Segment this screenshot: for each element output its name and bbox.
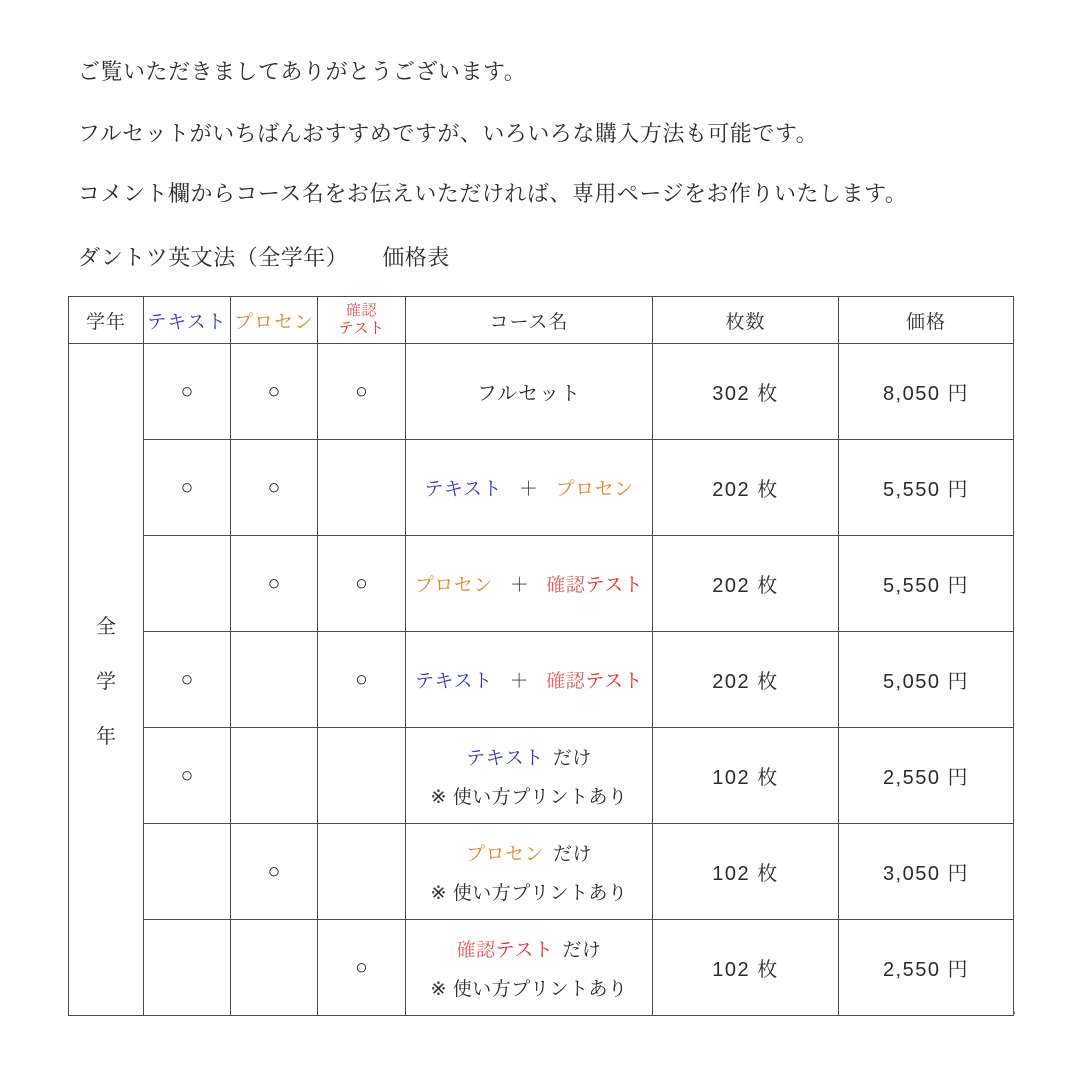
course-part: テスト [585, 671, 643, 692]
course-cell [406, 536, 653, 632]
test-mark-cell: ○ [318, 920, 406, 1016]
table-row [69, 440, 1014, 536]
course-cell [406, 824, 653, 920]
course-part: プロセン [465, 843, 544, 865]
header-course: コース名 [406, 297, 653, 344]
plus-sign: ＋ [509, 575, 530, 596]
prosen-mark-cell: ○ [231, 440, 318, 536]
header-kakunin-test [318, 297, 406, 344]
header-text: テキスト [144, 297, 231, 344]
text-mark-cell: ○ [144, 632, 231, 728]
header-kakunin-line2: テスト [338, 320, 385, 337]
prosen-mark-cell [231, 920, 318, 1016]
course-line1 [406, 839, 652, 866]
text-mark-cell [144, 536, 231, 632]
table-row [69, 728, 1014, 824]
intro-line-3: コメント欄からコース名をお伝えいただければ、専用ページをお作りいたします。 [78, 181, 908, 206]
sheets-cell: 302 枚 [653, 344, 839, 440]
text-mark-cell: ○ [144, 728, 231, 824]
course-cell [406, 344, 653, 440]
text-mark-cell [144, 824, 231, 920]
course-cell [406, 632, 653, 728]
sheets-cell: 102 枚 [653, 728, 839, 824]
course-cell [406, 440, 653, 536]
sheets-cell: 202 枚 [653, 632, 839, 728]
grade-char: 全 [96, 616, 116, 638]
grade-char: 学 [96, 671, 116, 693]
course-part: テキスト [415, 671, 493, 692]
grade-char: 年 [96, 726, 116, 748]
price-table [68, 296, 1014, 1016]
course-note: ※ 使い方プリントあり [430, 786, 628, 808]
test-mark-cell: ○ [318, 632, 406, 728]
price-cell: 2,550 円 [839, 728, 1014, 824]
header-price: 価格 [839, 297, 1014, 344]
sheets-cell: 202 枚 [653, 536, 839, 632]
course-part: 確認 [456, 939, 496, 961]
price-cell: 5,050 円 [839, 632, 1014, 728]
test-mark-cell: ○ [318, 344, 406, 440]
text-mark-cell [144, 920, 231, 1016]
test-mark-cell [318, 728, 406, 824]
grade-vertical-label [69, 610, 143, 749]
header-prosen: プロセン [231, 297, 318, 344]
course-note: ※ 使い方プリントあり [430, 978, 628, 1000]
prosen-mark-cell: ○ [231, 824, 318, 920]
course-name: フルセット [476, 383, 582, 405]
course-part: 確認 [546, 671, 586, 692]
course-suffix: だけ [562, 939, 602, 961]
course-line1 [406, 935, 652, 962]
text-mark-cell: ○ [144, 344, 231, 440]
course-suffix: だけ [553, 843, 593, 865]
table-row [69, 824, 1014, 920]
intro-line-1: ご覧いただきましてありがとうございます。 [78, 59, 527, 84]
header-sheets: 枚数 [653, 297, 839, 344]
course-cell [406, 728, 653, 824]
table-row [69, 536, 1014, 632]
header-row [69, 297, 1014, 344]
text-mark-cell: ○ [144, 440, 231, 536]
course-part: テスト [495, 939, 554, 961]
course-note: ※ 使い方プリントあり [430, 882, 628, 904]
plus-sign: ＋ [509, 671, 530, 692]
price-cell: 5,550 円 [839, 536, 1014, 632]
intro-line-2: フルセットがいちばんおすすめですが、いろいろな購入方法も可能です。 [78, 121, 819, 146]
price-cell: 5,550 円 [839, 440, 1014, 536]
sheets-cell: 102 枚 [653, 920, 839, 1016]
header-kakunin-line1: 確認 [345, 302, 377, 319]
prosen-mark-cell [231, 632, 318, 728]
test-mark-cell [318, 440, 406, 536]
course-part: プロセン [414, 575, 493, 596]
grade-cell [69, 344, 144, 1016]
course-part: テキスト [424, 479, 503, 500]
plus-sign: ＋ [519, 479, 539, 500]
prosen-mark-cell [231, 728, 318, 824]
course-part: テキスト [466, 747, 544, 769]
sheets-cell: 102 枚 [653, 824, 839, 920]
course-suffix: だけ [552, 747, 592, 769]
test-mark-cell: ○ [318, 536, 406, 632]
test-mark-cell [318, 824, 406, 920]
corner-artifact-mark: ’ [1013, 1009, 1016, 1023]
price-cell: 2,550 円 [839, 920, 1014, 1016]
course-part: 確認 [546, 575, 586, 596]
prosen-mark-cell: ○ [231, 536, 318, 632]
sheets-cell: 202 枚 [653, 440, 839, 536]
table-row [69, 632, 1014, 728]
table-row [69, 344, 1014, 440]
course-part: テスト [585, 575, 644, 596]
course-part: プロセン [555, 479, 634, 500]
price-cell: 8,050 円 [839, 344, 1014, 440]
table-row [69, 920, 1014, 1016]
course-line1 [406, 743, 652, 770]
header-grade: 学年 [69, 297, 144, 344]
price-table-title: ダントツ英文法（全学年） 価格表 [78, 245, 450, 270]
prosen-mark-cell: ○ [231, 344, 318, 440]
price-cell: 3,050 円 [839, 824, 1014, 920]
course-cell [406, 920, 653, 1016]
